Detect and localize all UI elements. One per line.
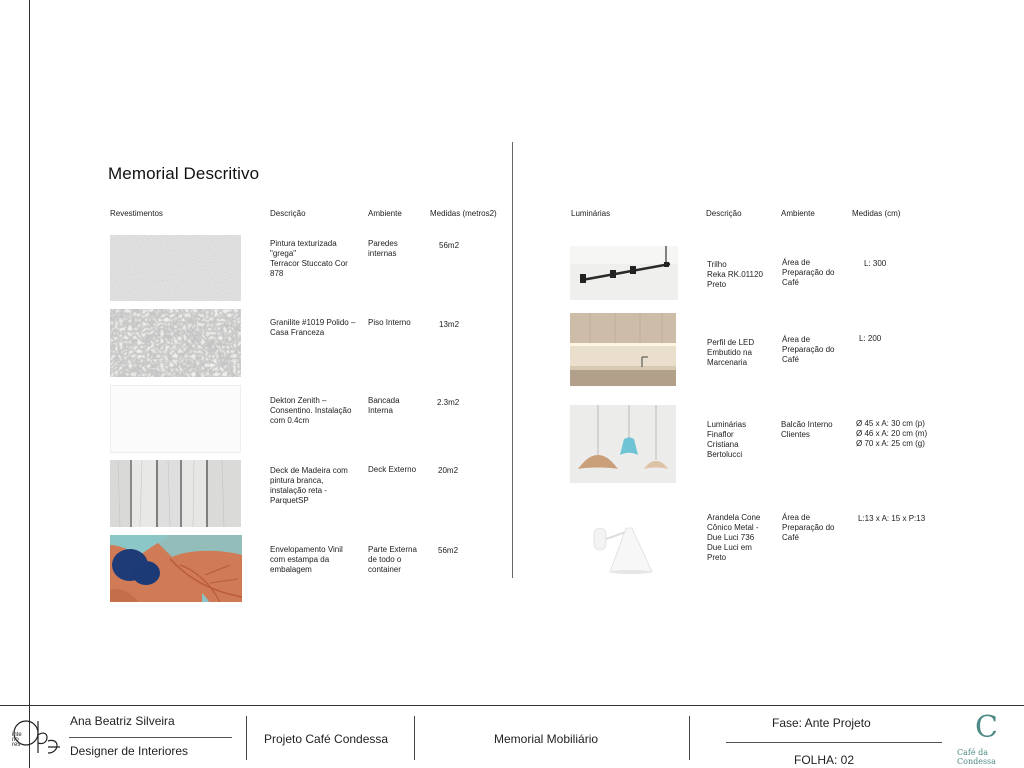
project-phase: Fase: Ante Projeto <box>772 716 871 730</box>
row-desc: Dekton Zenith – Consentino. Instalação com 0.4cm <box>270 396 352 425</box>
footer-line <box>69 737 232 738</box>
header-medidas-right: Medidas (cm) <box>852 209 901 218</box>
track-light-image <box>570 246 678 300</box>
row-ambiente: Área de Preparação do Café <box>782 513 835 542</box>
vinyl-pattern-swatch <box>110 535 242 602</box>
document-name: Memorial Mobiliário <box>494 732 599 746</box>
footer-separator <box>246 716 247 760</box>
row-medida: Ø 45 x A: 30 cm (p) Ø 46 x A: 20 cm (m) Ø 70 x A: 25 cm (g) <box>856 419 928 448</box>
header-ambiente-right: Ambiente <box>781 209 815 218</box>
header-revestimentos: Revestimentos <box>110 209 163 218</box>
granilite-swatch <box>110 309 241 377</box>
row-medida: L:13 x A: 15 x P:13 <box>858 514 926 523</box>
center-divider <box>512 142 513 578</box>
row-medida: 13m2 <box>439 320 460 329</box>
row-medida: L: 300 <box>864 259 887 268</box>
row-ambiente: Bancada Interna <box>368 396 400 415</box>
sheet-number: FOLHA: 02 <box>794 753 855 767</box>
deck-swatch <box>110 460 241 527</box>
row-medida: 20m2 <box>438 466 459 475</box>
brand-name: Café da Condessa <box>957 748 996 766</box>
row-desc: Arandela Cone Cônico Metal - Due Luci 736 Due Luci em Preto <box>707 513 761 562</box>
row-medida: 2.3m2 <box>437 398 460 407</box>
row-desc: Trilho Reka RK.01120 Preto <box>707 260 763 289</box>
row-medida: 56m2 <box>439 241 460 250</box>
row-desc: Pintura texturizada "grega" Terracor Stuccato Cor 878 <box>270 239 348 278</box>
row-desc: Deck de Madeira com pintura branca, instalação reta - ParquetSP <box>270 466 348 505</box>
row-ambiente: Paredes internas <box>368 239 398 258</box>
row-ambiente: Deck Externo <box>368 465 417 474</box>
header-medidas-left: Medidas (metros2) <box>430 209 497 218</box>
footer-separator <box>414 716 415 760</box>
row-desc: Envelopamento Vinil com estampa da embalagem <box>270 545 343 574</box>
row-ambiente: Parte Externa de todo o container <box>368 545 417 574</box>
row-medida: 56m2 <box>438 546 459 555</box>
led-profile-image <box>570 313 676 386</box>
header-ambiente-left: Ambiente <box>368 209 402 218</box>
header-luminarias: Luminárias <box>571 209 611 218</box>
designer-role: Designer de Interiores <box>70 744 189 758</box>
stucco-swatch <box>110 235 241 301</box>
brand-logo-letter: C <box>975 710 998 745</box>
row-ambiente: Balcão Interno Clientes <box>781 420 833 439</box>
row-desc: Granilite #1019 Polido – Casa Franceza <box>270 318 356 337</box>
row-ambiente: Área de Preparação do Café <box>782 335 835 364</box>
row-ambiente: Área de Preparação do Café <box>782 258 835 287</box>
footer-separator <box>689 716 690 760</box>
frame-bottom-line <box>0 705 1024 706</box>
row-medida: L: 200 <box>859 334 882 343</box>
header-descricao-right: Descrição <box>706 209 742 218</box>
cone-sconce-image <box>592 522 656 574</box>
page-title: Memorial Descritivo <box>108 164 260 183</box>
row-desc: Perfil de LED Embutido na Marcenaria <box>707 338 755 367</box>
footer-line <box>726 742 942 743</box>
finaflor-pendants-image <box>570 405 676 483</box>
row-ambiente: Piso Interno <box>368 318 411 327</box>
dekton-swatch <box>110 385 241 453</box>
logo-letters: inte rio res <box>12 732 22 748</box>
project-name: Projeto Café Condessa <box>264 732 389 746</box>
header-descricao-left: Descrição <box>270 209 306 218</box>
designer-name: Ana Beatriz Silveira <box>70 714 175 728</box>
frame-left-line <box>29 0 30 768</box>
row-desc: Luminárias Finaflor Cristiana Bertolucci <box>707 420 747 459</box>
